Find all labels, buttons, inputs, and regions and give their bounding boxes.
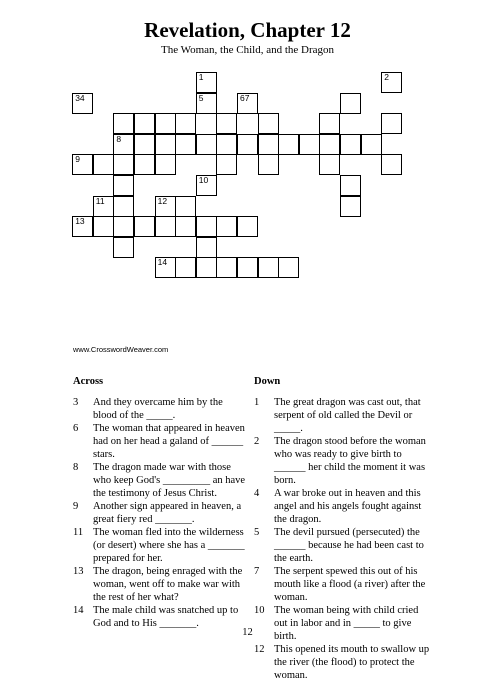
grid-cell-67	[237, 93, 258, 114]
grid-cell	[258, 257, 279, 278]
grid-cell	[319, 154, 340, 175]
grid-cell	[216, 113, 237, 134]
grid-cell	[196, 237, 217, 258]
grid-cell	[113, 237, 134, 258]
grid-cell	[155, 134, 176, 155]
grid-cell	[134, 113, 155, 134]
grid-cell	[319, 134, 340, 155]
grid-cell	[175, 134, 196, 155]
grid-cell	[237, 134, 258, 155]
grid-cell	[340, 93, 361, 114]
grid-cell	[155, 154, 176, 175]
grid-cell	[340, 175, 361, 196]
clue-number: 9	[75, 154, 80, 165]
grid-cell	[134, 154, 155, 175]
grid-cell-34	[72, 93, 93, 114]
down-clue-10: 10 The woman being with child cried out in labor and in _____ to give birth.	[254, 605, 419, 642]
grid-cell-14	[155, 257, 176, 278]
clue-number: 8	[116, 133, 122, 144]
credit-text: www.CrosswordWeaver.com	[73, 345, 169, 354]
down-clue-list	[254, 396, 432, 682]
grid-cell	[237, 257, 258, 278]
grid-cell	[381, 154, 402, 175]
down-clue-2: 2 The dragon stood before the woman who was ready to give birth to ______ her child the moment it was born.	[254, 436, 426, 486]
grid-cell-1	[196, 72, 217, 93]
grid-cell	[175, 216, 196, 237]
grid-cell	[216, 134, 237, 155]
grid-cell	[258, 154, 279, 175]
grid-cell	[237, 216, 258, 237]
puzzle-title: Revelation, Chapter 12	[144, 18, 351, 42]
grid-cell	[113, 175, 134, 196]
grid-cell	[196, 257, 217, 278]
grid-cell	[175, 113, 196, 134]
across-clue-list	[73, 396, 246, 630]
grid-cell	[258, 113, 279, 134]
across-clue-3: 3 And they overcame him by the blood of the _____.	[73, 397, 223, 421]
grid-cell-5	[196, 93, 217, 114]
clue-number: 13	[75, 216, 85, 227]
clue-number: 67	[240, 92, 250, 103]
across-clue-6: 6 The woman that appeared in heaven had on her head a galand of ______ stars.	[73, 423, 245, 460]
grid-cell	[196, 216, 217, 237]
grid-cell-10	[196, 175, 217, 196]
page-number: 12	[242, 627, 253, 638]
grid-cell	[155, 216, 176, 237]
clue-number: 34	[75, 92, 85, 103]
grid-cell	[93, 216, 114, 237]
puzzle-subtitle: The Woman, the Child, and the Dragon	[160, 44, 335, 56]
grid-cell	[134, 216, 155, 237]
grid-cell	[175, 257, 196, 278]
across-clue-9: 9 Another sign appeared in heaven, a great fiery red _______.	[73, 501, 242, 525]
clue-number: 5	[198, 92, 204, 103]
clue-number: 2	[384, 72, 389, 82]
grid-cell	[113, 154, 134, 175]
across-heading: Across	[73, 376, 104, 387]
grid-cell	[196, 134, 217, 155]
clue-number: 14	[157, 257, 168, 268]
grid-cell	[93, 154, 114, 175]
grid-cell-8	[113, 134, 134, 155]
grid-cell	[113, 113, 134, 134]
grid-cell	[258, 134, 279, 155]
grid-cell	[216, 257, 237, 278]
clue-number: 10	[198, 175, 209, 185]
across-clue-8: 8 The dragon made war with those who keep God's _________ an have the testimony of Jesus Christ.	[73, 462, 246, 499]
down-heading: Down	[254, 376, 281, 387]
down-clue-7: 7 The serpent spewed this out of his mouth like a flood (a river) after the woman.	[254, 566, 426, 603]
grid-cell	[216, 154, 237, 175]
grid-cell-13	[72, 216, 93, 237]
grid-cell	[340, 134, 361, 155]
across-clue-11: 11 The woman fled into the wilderness (or desert) where she has a _______ prepared for her.	[73, 527, 245, 564]
down-clue-1: 1 The great dragon was cast out, that serpent of old called the Devil or _____.	[254, 397, 421, 434]
grid-cell	[361, 134, 382, 155]
down-clue-4: 4 A war broke out in heaven and this angel and his angels fought against the dragon.	[254, 488, 422, 525]
clue-number: 1	[198, 72, 204, 82]
grid-cell	[155, 113, 176, 134]
grid-cell-2	[381, 72, 402, 93]
grid-cell-12	[155, 196, 176, 217]
grid-cell	[381, 113, 402, 134]
grid-cell	[278, 134, 299, 155]
grid-cell	[340, 196, 361, 217]
down-clue-5: 5 The devil pursued (persecuted) the ______ because he had been cast to the earth.	[254, 527, 424, 564]
across-clue-13: 13 The dragon, being enraged with the woman, went off to make war with the rest of her what?	[73, 566, 243, 603]
grid-cell	[113, 216, 134, 237]
grid-cell-9	[72, 154, 93, 175]
across-clue-14: 14 The male child was snatched up to God and to His _______.	[73, 605, 239, 629]
grid-cell	[134, 134, 155, 155]
clue-number: 11	[95, 195, 105, 206]
grid-cell-11	[93, 196, 114, 217]
grid-cell	[113, 196, 134, 217]
grid-cell	[278, 257, 299, 278]
grid-cell	[299, 134, 320, 155]
grid-cell	[175, 196, 196, 217]
down-clue-12: 12 This opened its mouth to swallow up the river (the flood) to protect the woman.	[254, 644, 430, 681]
grid-cell	[319, 113, 340, 134]
clue-number: 12	[157, 195, 168, 206]
grid-cell	[216, 216, 237, 237]
